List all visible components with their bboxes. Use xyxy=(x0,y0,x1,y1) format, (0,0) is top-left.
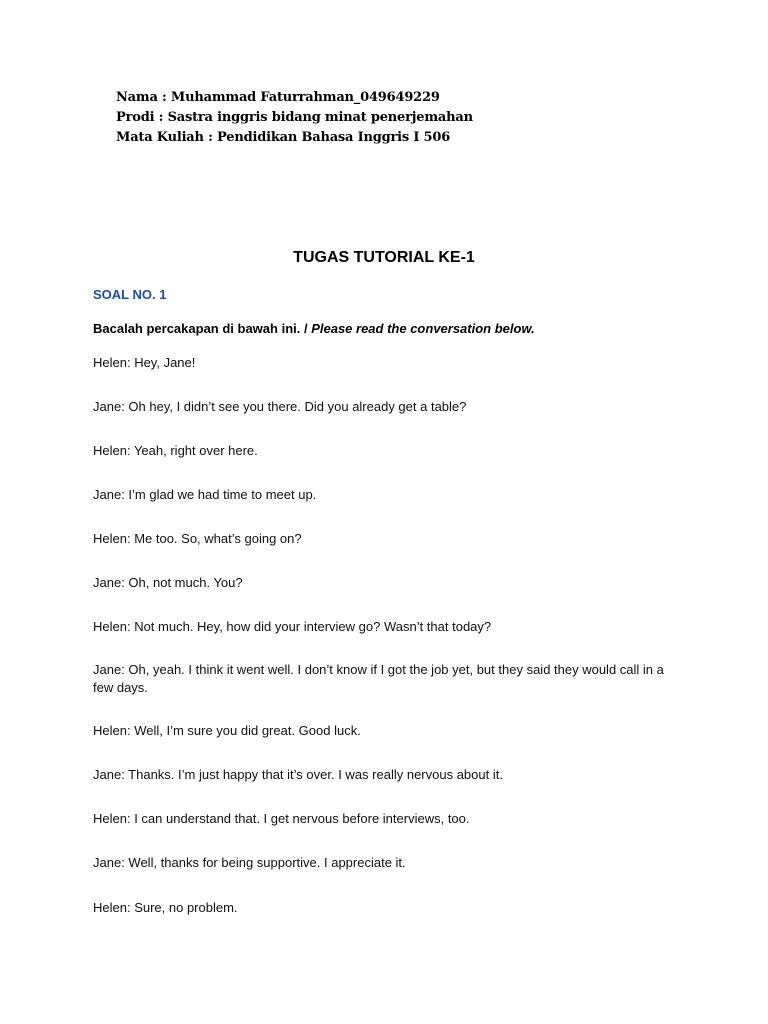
dialogue-line: Helen: I can understand that. I get nervous before interviews, too. xyxy=(93,811,470,826)
document-title: TUGAS TUTORIAL KE-1 xyxy=(293,249,475,266)
dialogue-line: Helen: Sure, no problem. xyxy=(93,900,238,915)
dialogue-line: Jane: Oh hey, I didn’t see you there. Did you already get a table? xyxy=(93,399,467,414)
instruction xyxy=(93,320,535,338)
dialogue-line: Helen: Yeah, right over here. xyxy=(93,443,258,458)
dialogue-line: Helen: Me too. So, what’s going on? xyxy=(93,531,302,546)
student-info xyxy=(116,88,473,148)
dialogue-line: Jane: Well, thanks for being supportive. I appreciate it. xyxy=(93,855,406,870)
dialogue-line: Helen: Well, I’m sure you did great. Good luck. xyxy=(93,723,361,738)
dialogue-line: Jane: I’m glad we had time to meet up. xyxy=(93,487,317,502)
dialogue-line: Jane: Thanks. I’m just happy that it’s over. I was really nervous about it. xyxy=(93,767,503,782)
instruction-indonesian: Bacalah percakapan di bawah ini. / xyxy=(93,321,312,336)
question-label: SOAL NO. 1 xyxy=(93,287,167,302)
dialogue-line: Jane: Oh, not much. You? xyxy=(93,575,243,590)
student-name: Nama : Muhammad Faturrahman_049649229 xyxy=(116,90,440,105)
dialogue-line: Jane: Oh, yeah. I think it went well. I don’t know if I got the job yet, but they said they would call in a few days. xyxy=(93,662,664,695)
instruction-english: Please read the conversation below. xyxy=(311,321,535,336)
dialogue-line: Helen: Hey, Jane! xyxy=(93,355,196,370)
course-name: Mata Kuliah : Pendidikan Bahasa Inggris I 506 xyxy=(116,130,451,145)
dialogue-line: Helen: Not much. Hey, how did your interview go? Wasn’t that today? xyxy=(93,619,492,634)
study-program: Prodi : Sastra inggris bidang minat penerjemahan xyxy=(116,110,473,125)
